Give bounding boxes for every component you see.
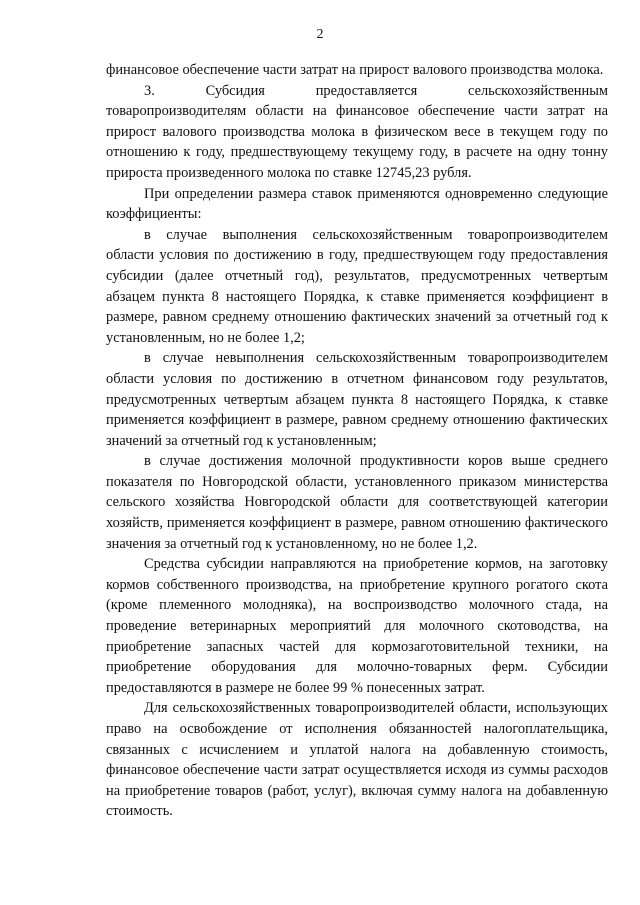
paragraph-1: финансовое обеспечение части затрат на прирост валового производства молока. xyxy=(106,62,604,78)
paragraph-8: Для сельскохозяйственных товаропроизводителей области, использующих право на освобождение от исполнения обязанностей налогоплательщика, связанных с исчислением и уплатой налога на добавленную стоимость, финансовое обеспечение части затрат осуществляется исходя из суммы расходов на приобретение товаров (работ, услуг), включая сумму налога на добавленную стоимость. xyxy=(106,700,608,820)
page-number: 2 xyxy=(316,27,324,42)
paragraph-2: 3. Субсидия предоставляется сельскохозяйственным товаропроизводителям области на финансовое обеспечение части затрат на прирост валового производства молока в физическом весе в текущем году по отношению к году, предшествующему текущему году, в расчете на одну тонну прироста произведенного молока по ставке 12745,23 рубля. xyxy=(106,82,608,181)
paragraph-4: в случае выполнения сельскохозяйственным товаропроизводителем области условия по достижению в году, предшествующем году предоставления субсидии (далее отчетный год), результатов, предусмотренных четвертым абзацем пункта 8 настоящего Порядка, к ставке применяется коэффициент в размере, равном среднему отношению фактических значений за отчетный год к установленным, но не более 1,2; xyxy=(106,226,608,346)
paragraph-3: При определении размера ставок применяются одновременно следующие коэффициенты: xyxy=(106,185,608,223)
paragraph-7: Средства субсидии направляются на приобретение кормов, на заготовку кормов собственного производства, на приобретение крупного рогатого скота (кроме племенного молодняка), на воспроизводство молочного стада, на проведение ветеринарных мероприятий для молочного скотоводства, на приобретение запасных частей для кормозаготовительной техники, на приобретение оборудования для молочно-товарных ферм. Субсидии предоставляются в размере не более 99 % понесенных затрат. xyxy=(106,556,608,696)
paragraph-5: в случае невыполнения сельскохозяйственным товаропроизводителем области условия по достижению в отчетном финансовом году результатов, предусмотренных четвертым абзацем пункта 8 настоящего Порядка, к ставке применяется коэффициент в размере, равном среднему отношению фактических значений за отчетный год к установленным; xyxy=(106,350,608,449)
document-body xyxy=(106,60,608,822)
paragraph-6: в случае достижения молочной продуктивности коров выше среднего показателя по Новгородской области, установленного приказом министерства сельского хозяйства Новгородской области для соответствующей категории хозяйств, применяется коэффициент в размере, равном отношению фактического значения за отчетный год к установленному, но не более 1,2. xyxy=(106,453,608,552)
